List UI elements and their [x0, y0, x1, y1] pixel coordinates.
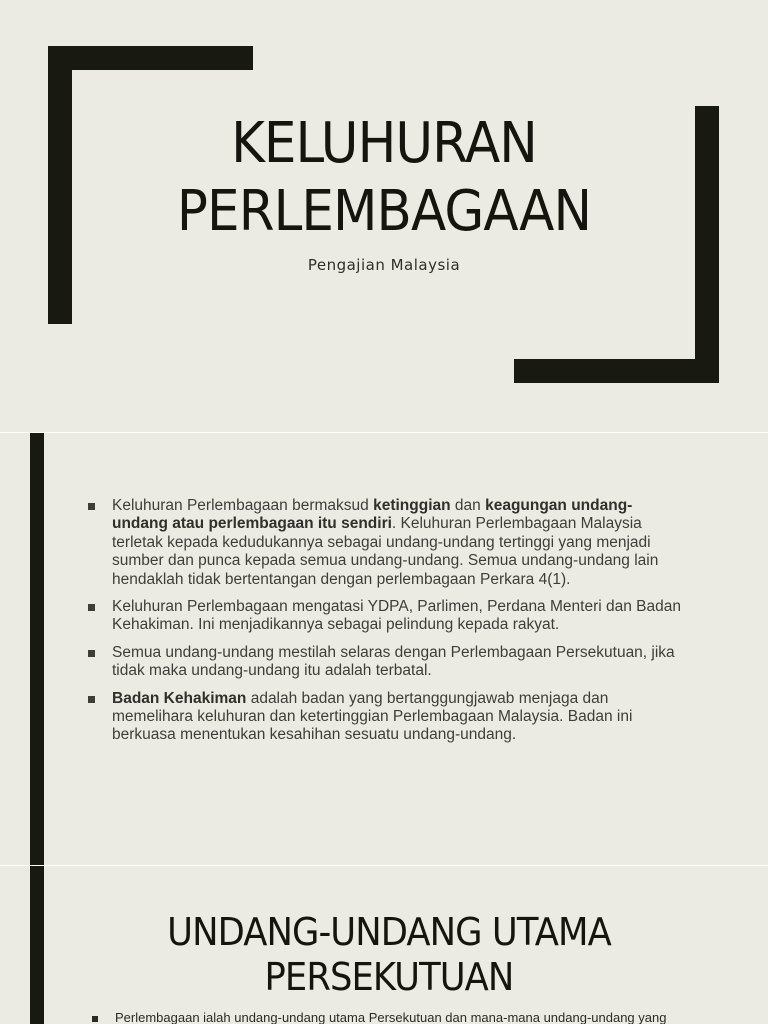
slide-subtitle: Pengajian Malaysia: [307, 256, 461, 274]
bullet-square-icon: [88, 604, 95, 611]
frame-bottom-right-horizontal: [514, 359, 719, 383]
bullet-item: [88, 497, 688, 589]
content-slide: [0, 433, 768, 865]
bullet-square-icon: [88, 696, 95, 703]
frame-top-left-horizontal: [48, 46, 253, 70]
section-title-line-1: UNDANG-UNDANG UTAMA: [167, 910, 611, 954]
slide-title-line-1: KELUHURAN: [231, 111, 537, 176]
section-title: [27, 910, 751, 1000]
bullet-list: [88, 497, 688, 754]
bullet-text: Keluhuran Perlembagaan mengatasi YDPA, Parlimen, Perdana Menteri dan Badan Kehakiman. Ini menjadikannya sebagai pelindung kepada rakyat.: [112, 598, 681, 634]
slide-title: [31, 110, 738, 246]
bullet-square-icon: [88, 650, 95, 657]
bullet-square-icon: [92, 1016, 98, 1022]
bullet-text: Keluhuran Perlembagaan bermaksud: [112, 497, 374, 514]
bullet-text: . Keluhuran Perlembagaan Malaysia terletak kepada kedudukannya sebagai undang-undang tertinggi yang menjadi sumber dan punca kepada semua undang-undang. Semua undang-undang lain hendaklah tidak bertentangan dengan perlembagaan Perkara 4(1).: [112, 515, 659, 588]
bullet-text: Semua undang-undang mestilah selaras dengan Perlembagaan Persekutuan, jika tidak maka undang-undang itu adalah terbatal.: [112, 643, 675, 680]
bullet-text: Perlembagaan ialah undang-undang utama Persekutuan dan mana-mana undang-undang yang: [115, 1010, 667, 1024]
bullet-bold-text: ketinggian: [373, 497, 451, 514]
bullet-item: [88, 644, 688, 681]
bullet-square-icon: [88, 503, 95, 510]
bullet-text: adalah badan yang bertanggungjawab menjaga dan memelihara keluhuran dan ketertinggian Perlembagaan Malaysia. Badan ini berkuasa menentukan kesahihan sesuatu undang-undang.: [112, 689, 633, 744]
bullet-text: dan: [450, 497, 486, 514]
bullet-item: [88, 690, 688, 745]
accent-bar: [30, 433, 44, 865]
section-slide: [0, 866, 768, 1024]
section-title-line-2: PERSEKUTUAN: [264, 955, 514, 999]
bullet-item: [92, 1010, 752, 1024]
title-slide: [0, 0, 768, 432]
bullet-item: [88, 598, 688, 635]
bullet-bold-text: Badan Kehakiman: [112, 689, 247, 707]
bullet-bold-text: keagungan undang-undang atau perlembagaan itu sendiri: [112, 497, 633, 533]
slide-title-line-2: PERLEMBAGAAN: [176, 179, 592, 244]
